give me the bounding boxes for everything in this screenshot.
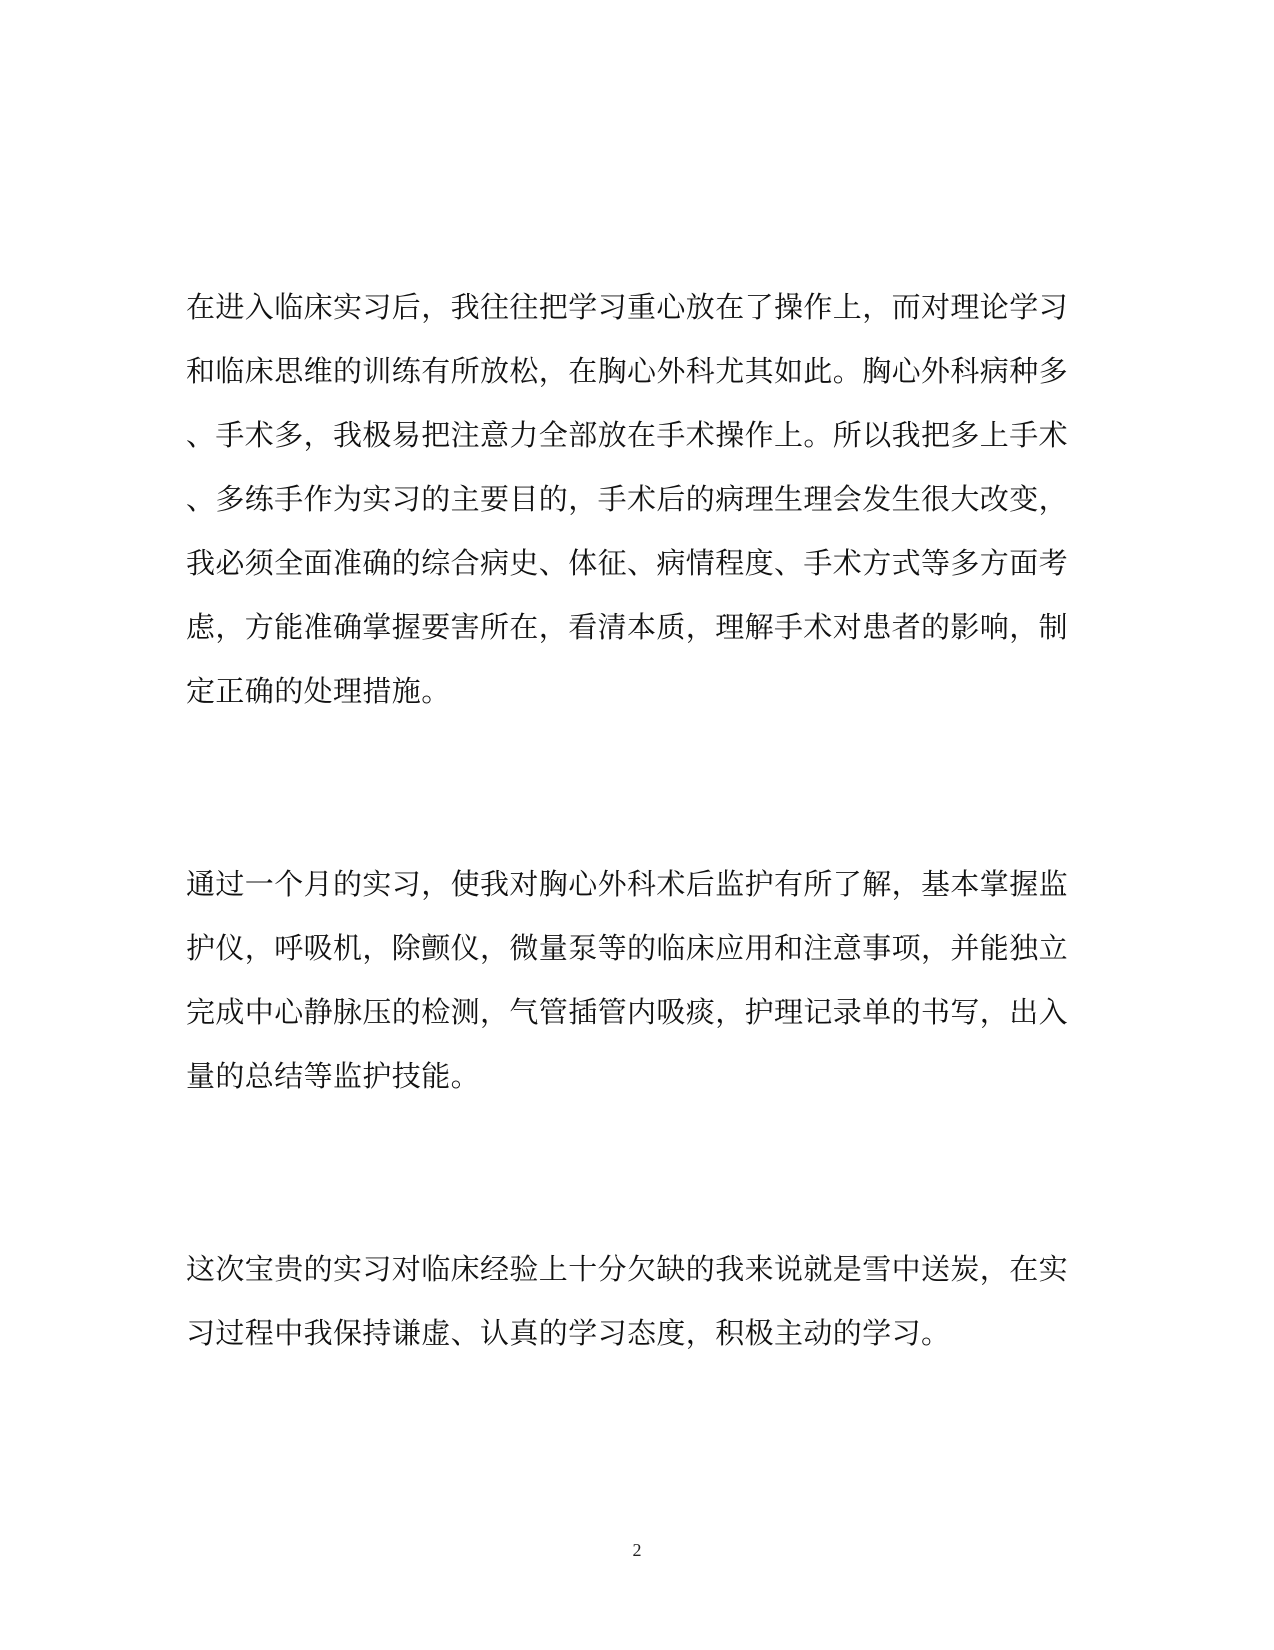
paragraph-1-line-6: 虑，方能准确掌握要害所在，看清本质，理解手术对患者的影响，制 [186, 610, 1069, 644]
page-number: 2 [632, 1540, 642, 1560]
paragraph-2-line-3: 完成中心静脉压的检测，气管插管内吸痰，护理记录单的书写，出入 [186, 995, 1069, 1029]
paragraph-2-line-4: 量的总结等监护技能。 [186, 1059, 481, 1093]
paragraph-1-line-1: 在进入临床实习后，我往往把学习重心放在了操作上，而对理论学习 [186, 290, 1069, 324]
paragraph-1-line-4: 、多练手作为实习的主要目的，手术后的病理生理会发生很大改变， [186, 482, 1069, 516]
paragraph-1-line-5: 我必须全面准确的综合病史、体征、病情程度、手术方式等多方面考 [186, 546, 1069, 580]
paragraph-1-line-7: 定正确的处理措施。 [186, 674, 451, 708]
paragraph-3-line-2: 习过程中我保持谦虚、认真的学习态度，积极主动的学习。 [186, 1316, 951, 1350]
paragraph-1-line-3: 、手术多，我极易把注意力全部放在手术操作上。所以我把多上手术 [186, 418, 1069, 452]
paragraph-1-line-2: 和临床思维的训练有所放松，在胸心外科尤其如此。胸心外科病种多 [186, 354, 1069, 388]
paragraph-2-line-2: 护仪，呼吸机，除颤仪，微量泵等的临床应用和注意事项，并能独立 [186, 931, 1069, 965]
paragraph-3-line-1: 这次宝贵的实习对临床经验上十分欠缺的我来说就是雪中送炭，在实 [186, 1252, 1069, 1286]
paragraph-2-line-1: 通过一个月的实习，使我对胸心外科术后监护有所了解，基本掌握监 [186, 867, 1069, 901]
